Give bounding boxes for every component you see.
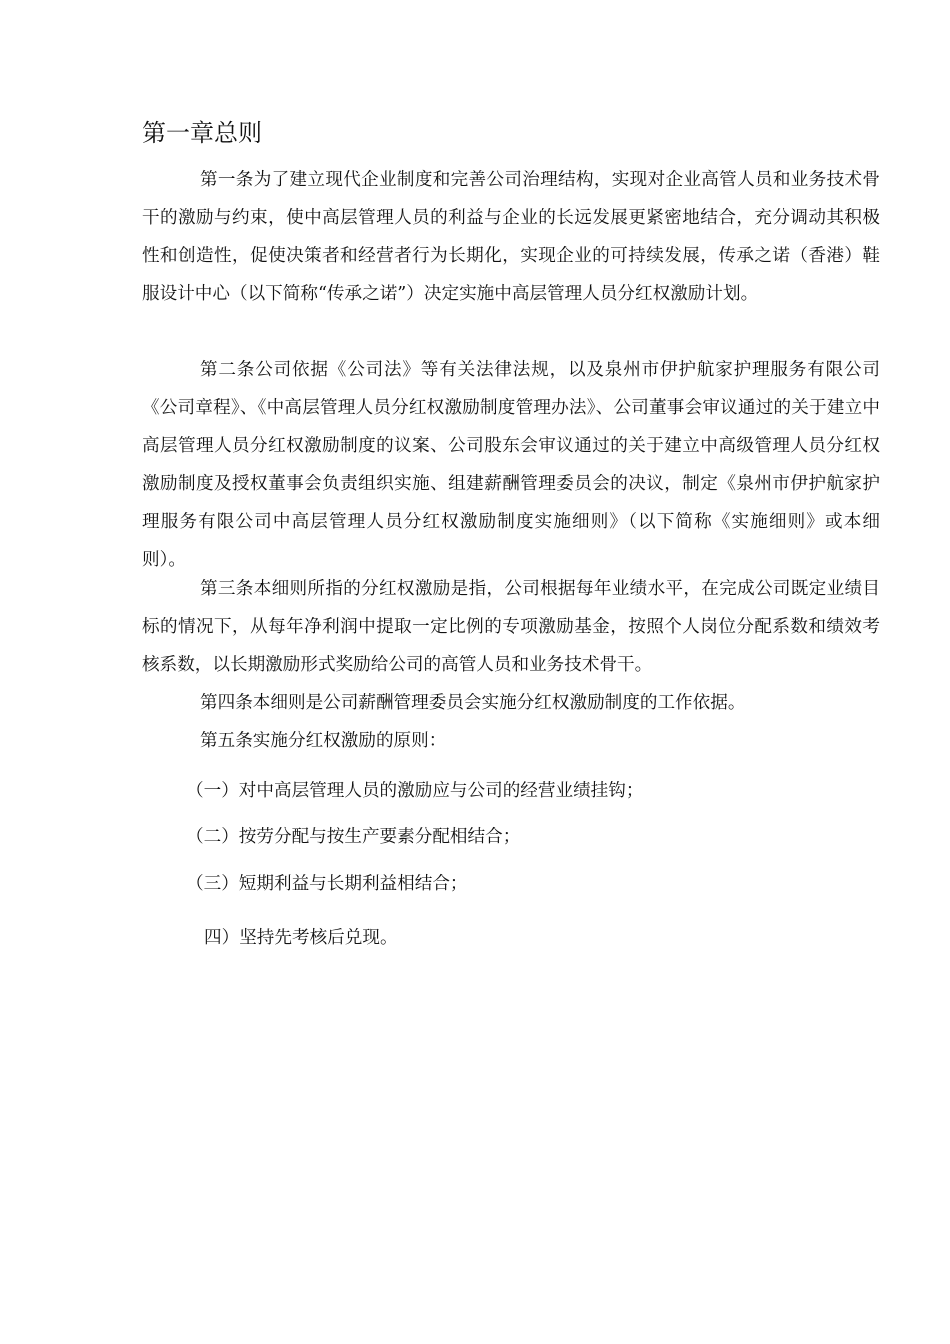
article-3-paragraph: 第三条本细则所指的分红权激励是指，公司根据每年业绩水平，在完成公司既定业绩目标的情况下，从每年净利润中提取一定比例的专项激励基金，按照个人岗位分配系数和绩效考核系数，以长期激励形式奖励给公司的高管人员和业务技术骨干。: [142, 579, 880, 675]
article-5-paragraph: 第五条实施分红权激励的原则：: [200, 731, 447, 751]
principle-item-4: 四）坚持先考核后兑现。: [204, 928, 398, 948]
principle-item-2: （二）按劳分配与按生产要素分配相结合；: [186, 827, 521, 847]
principle-item-1: （一）对中高层管理人员的激励应与公司的经营业绩挂钩；: [186, 781, 644, 801]
article-4-paragraph: 第四条本细则是公司薪酬管理委员会实施分红权激励制度的工作依据。: [200, 693, 746, 713]
article-2-paragraph: 第二条公司依据《公司法》等有关法律法规，以及泉州市伊护航家护理服务有限公司《公司章程》、《中高层管理人员分红权激励制度管理办法》、公司董事会审议通过的关于建立中高层管理人员分红权激励制度的议案、公司股东会审议通过的关于建立中高级管理人员分红权激励制度及授权董事会负责组织实施、组建薪酬管理委员会的决议，制定《泉州市伊护航家护理服务有限公司中高层管理人员分红权激励制度实施细则》（以下简称《实施细则》或本细则）。: [142, 360, 880, 570]
article-1-paragraph: 第一条为了建立现代企业制度和完善公司治理结构，实现对企业高管人员和业务技术骨干的激励与约束，使中高层管理人员的利益与企业的长远发展更紧密地结合，充分调动其积极性和创造性，促使决策者和经营者行为长期化，实现企业的可持续发展，传承之诺（香港）鞋服设计中心（以下简称“传承之诺”）决定实施中高层管理人员分红权激励计划。: [142, 170, 880, 304]
principle-item-3: （三）短期利益与长期利益相结合；: [186, 874, 468, 894]
chapter-title: 第一章总则: [142, 119, 262, 147]
